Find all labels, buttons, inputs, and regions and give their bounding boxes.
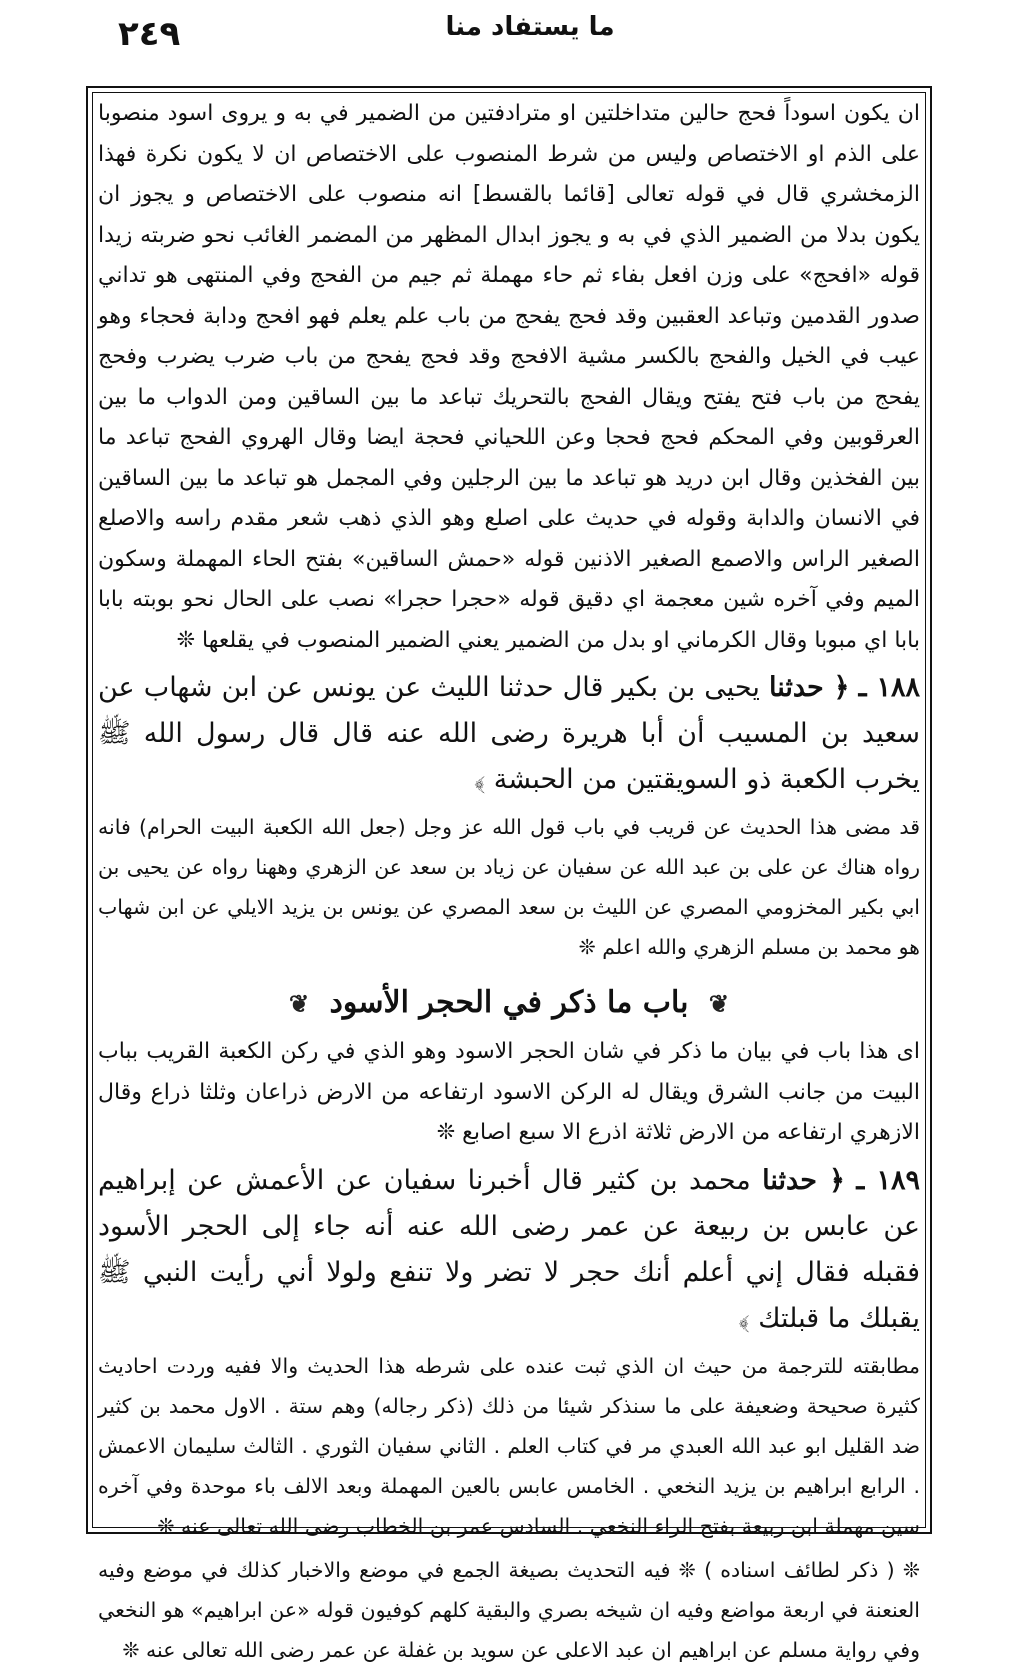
page-content xyxy=(98,94,920,1670)
ornament-icon: ❦ xyxy=(708,989,730,1018)
ornament-icon: ❦ xyxy=(288,989,310,1018)
page-number: ٢٤٩ xyxy=(118,14,181,54)
page-header xyxy=(90,8,940,70)
hadith-188 xyxy=(98,665,920,803)
hadith-label: ﴿ حدثنا xyxy=(769,672,850,703)
hadith-label: ﴿ حدثنا xyxy=(762,1164,845,1196)
hadith-189 xyxy=(98,1158,920,1342)
hadith-text: يحيى بن بكير قال حدثنا الليث عن يونس عن ابن شهاب عن سعيد بن المسيب أن أبا هريرة رضى الله عنه قال قال رسول الله ﷺ يخرب الكعبة ذو السويقتين من الحبشة ﴾ xyxy=(98,672,920,795)
hadith-number: ١٨٨ ـ xyxy=(858,672,920,703)
hadith-number: ١٨٩ ـ xyxy=(856,1164,920,1196)
commentary-paragraph-4: مطابقته للترجمة من حيث ان الذي ثبت عنده على شرطه هذا الحديث والا ففيه وردت احاديث كثيرة صحيحة وضعيفة على ما سنذكر شيئا من ذلك (ذكر رجاله) وهم ستة . الاول محمد بن كثير ضد القليل ابو عبد الله العبدي مر في كتاب العلم . الثاني سفيان الثوري . الثالث سليمان الاعمش . الرابع ابراهيم بن يزيد النخعي . الخامس عابس بالعين المهملة وبعد الالف باء موحدة وفي آخره سين مهملة ابن ربيعة بفتح الراء النخعي . السادس عمر بن الخطاب رضى الله تعالى عنه ❊ xyxy=(98,1353,920,1538)
commentary-paragraph-1: ان يكون اسوداً فحج حالين متداخلتين او مترادفتين من الضمير في به و يروى اسود منصوبا على الذم او الاختصاص وليس من شرط المنصوب على الاختصاص ان لا يكون نكرة فهذا الزمخشري قال في قوله تعالى [قائما بالقسط] انه منصوب على الاختصاص و يجوز ان يكون بدلا من الضمير الذي في به و يجوز ابدال المظهر من المضمر الغائب نحو ضربته زيدا قوله «افحج» على وزن افعل بفاء ثم حاء مهملة ثم جيم من الفحج وفي المنتهى هو تداني صدور القدمين وتباعد العقبين وقد فحج يفحج من باب علم يعلم فهو افحج ودابة فحجاء وهو عيب في الخيل والفحج بالكسر مشية الافحج وقد فحج يفحج من باب ضرب يضرب وفحج يفحج من باب فتح يفتح ويقال الفحج بالتحريك تباعد ما بين الساقين ومن الدواب ما بين العرقوبين وفي المحكم فحج فحجا وعن اللحياني فحجة ايضا وقال الهروي الفحج تباعد ما بين الفخذين وقال ابن دريد هو تباعد ما بين الرجلين وفي المجمل هو تباعد ما بين الساقين في الانسان والدابة وقوله في حديث على اصلع وهو الذي ذهب شعر مقدم راسه والاصلع الصغير الراس والاصمع الصغير الاذنين قوله «حمش الساقين» بفتح الحاء المهملة وسكون الميم وفي آخره شين معجمة اي دقيق قوله «حجرا حجرا» نصب على الحال نحو بوبته بابا بابا اي مبوبا وقال الكرماني او بدل من الضمير يعني الضمير المنصوب في يقلعها ❊ xyxy=(98,101,920,653)
chapter-title: باب ما ذكر في الحجر الأسود xyxy=(329,985,689,1020)
running-title: ما يستفاد منا xyxy=(445,12,615,42)
commentary-paragraph-3: اى هذا باب في بيان ما ذكر في شان الحجر الاسود وهو الذي في ركن الكعبة القريب بباب البيت من جانب الشرق ويقال له الركن الاسود ارتفاعه من الارض ذراعان وثلثا ذراع وقال الازهري ارتفاعه من الارض ثلاثة اذرع الا سبع اصابع ❊ xyxy=(98,1039,920,1145)
hadith-text: محمد بن كثير قال أخبرنا سفيان عن الأعمش عن إبراهيم عن عابس بن ربيعة عن عمر رضى الله عنه أنه جاء إلى الحجر الأسود فقبله فقال إني أعلم أنك حجر لا تضر ولا تنفع ولولا أني رأيت النبي ﷺ يقبلك ما قبلتك ﴾ xyxy=(98,1164,920,1334)
page-frame xyxy=(86,86,932,1662)
commentary-paragraph-5: ❊ ( ذكر لطائف اسناده ) ❊ فيه التحديث بصيغة الجمع في موضع والاخبار كذلك في موضع وفيه العنعنة في اربعة مواضع وفيه ان شيخه بصري والبقية كلهم كوفيون قوله «عن ابراهيم» هو النخعي وفي رواية مسلم عن ابراهيم ان عبد الاعلى عن سويد بن غفلة عن عمر رضى الله تعالى عنه ❊ xyxy=(98,1557,920,1662)
commentary-paragraph-2: قد مضى هذا الحديث عن قريب في باب قول الله عز وجل (جعل الله الكعبة البيت الحرام) فانه رواه هناك عن على بن عبد الله عن سفيان عن زياد بن سعد عن الزهري وههنا رواه عن يحيى بن ابي بكير المخزومي المصري عن الليث بن سعد المصري عن يونس بن يزيد الايلي عن ابن شهاب هو محمد بن مسلم الزهري والله اعلم ❊ xyxy=(98,815,920,959)
chapter-heading xyxy=(98,979,920,1028)
